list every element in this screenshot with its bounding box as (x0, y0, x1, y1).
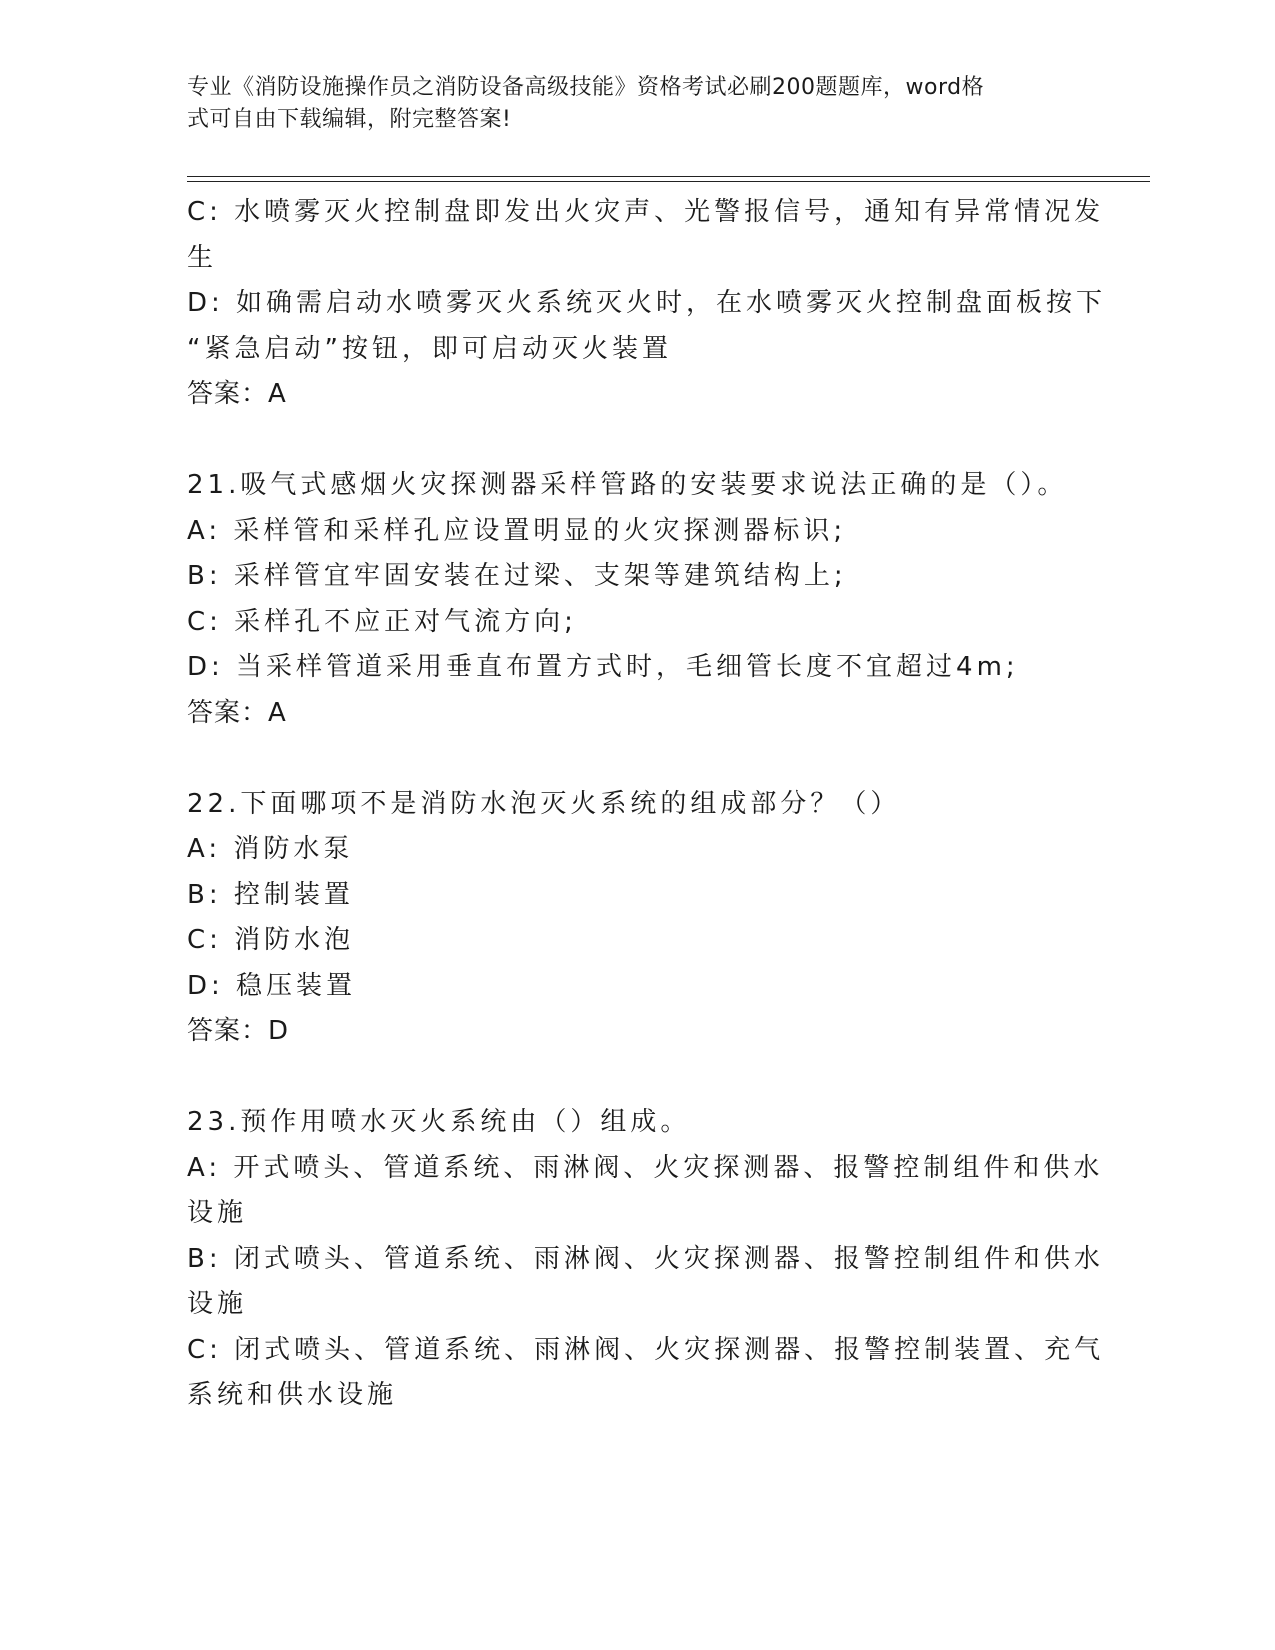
option-b: B: 控制装置 (187, 879, 354, 910)
option-d-line-2: “紧急启动”按钮，即可启动灭火装置 (187, 333, 672, 364)
question-text: 22.下面哪项不是消防水泡灭火系统的组成部分？（） (187, 788, 901, 819)
option-a: A: 消防水泵 (187, 834, 354, 864)
option-a: A: 采样管和采样孔应设置明显的火灾探测器标识; (187, 515, 847, 546)
option-c-line-1: C: 水喷雾灭火控制盘即发出火灾声、光警报信号，通知有异常情况发 (187, 197, 1105, 227)
previous-question-tail (187, 190, 1107, 418)
option-c-line-2: 系统和供水设施 (187, 1380, 398, 1410)
option-a-line-1: A: 开式喷头、管道系统、雨淋阀、火灾探测器、报警控制组件和供水 (187, 1152, 1104, 1183)
spacer (187, 736, 1077, 782)
spacer (187, 418, 1077, 464)
header-line-1: 专业《消防设施操作员之消防设备高级技能》资格考试必刷200题题库，word格 (187, 75, 985, 100)
answer-label: 答案：A (187, 379, 287, 409)
answer-label: 答案：A (187, 697, 287, 728)
option-d: D: 当采样管道采用垂直布置方式时，毛细管长度不宜超过4m; (187, 652, 1019, 682)
header-line-2: 式可自由下载编辑，附完整答案! (187, 107, 512, 132)
option-c-line-2: 生 (187, 242, 218, 273)
header-divider-bottom (187, 181, 1150, 182)
question-text: 23.预作用喷水灭火系统由（）组成。 (187, 1107, 691, 1137)
option-a-line-2: 设施 (187, 1198, 248, 1228)
document-body (187, 190, 1107, 1419)
question-22 (187, 782, 1077, 1055)
document-header (187, 72, 1067, 136)
option-b-line-1: B: 闭式喷头、管道系统、雨淋阀、火灾探测器、报警控制组件和供水 (187, 1243, 1104, 1274)
question-21 (187, 463, 1077, 736)
option-b-line-2: 设施 (187, 1289, 248, 1319)
option-b: B: 采样管宜牢固安装在过梁、支架等建筑结构上; (187, 561, 847, 591)
question-text: 21.吸气式感烟火灾探测器采样管路的安装要求说法正确的是（）。 (187, 470, 1068, 500)
question-23 (187, 1100, 1105, 1419)
spacer (187, 1055, 1077, 1101)
option-d: D: 稳压装置 (187, 970, 357, 1001)
option-d-line-1: D: 如确需启动水喷雾灭火系统灭火时，在水喷雾灭火控制盘面板按下 (187, 288, 1107, 318)
option-c: C: 消防水泡 (187, 925, 355, 955)
option-c-line-1: C: 闭式喷头、管道系统、雨淋阀、火灾探测器、报警控制装置、充气 (187, 1334, 1105, 1365)
answer-label: 答案：D (187, 1016, 290, 1046)
option-c: C: 采样孔不应正对气流方向; (187, 606, 577, 637)
header-divider-top (187, 176, 1150, 177)
